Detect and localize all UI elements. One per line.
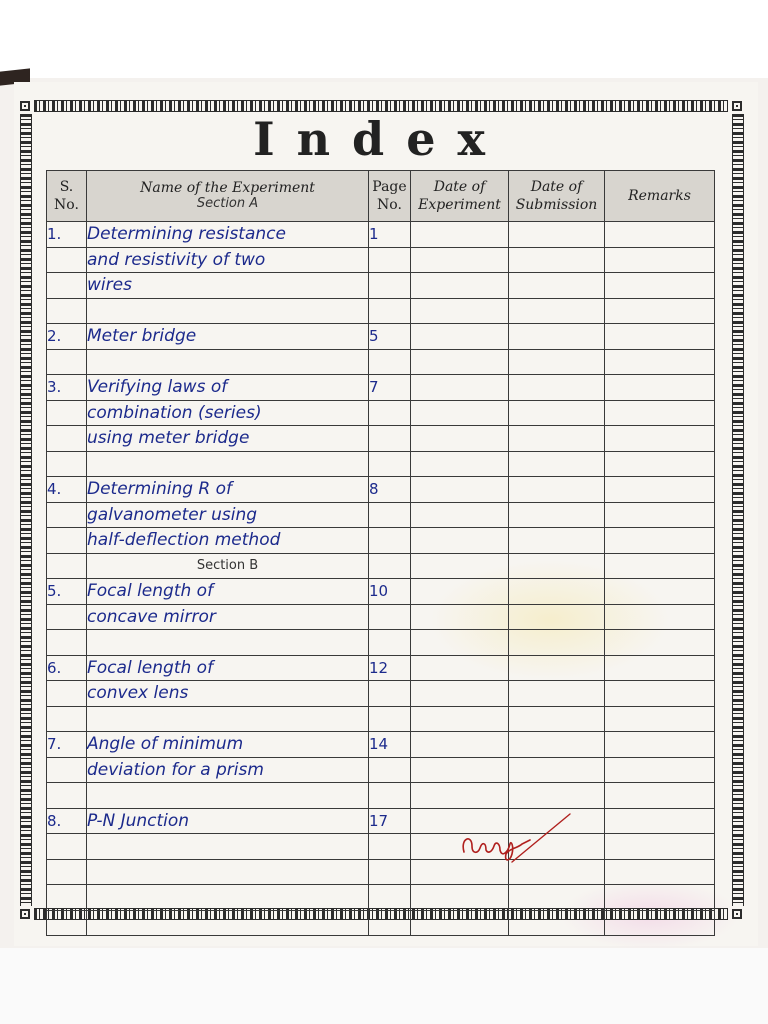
cell-remarks [605,426,715,452]
cell-date-submission [509,247,605,273]
border-right [732,114,744,906]
cell-sno [47,910,87,936]
cell-date-submission [509,324,605,350]
entry-number: 2. [47,327,62,346]
cell-experiment-name [87,528,369,554]
cell-page [369,273,411,299]
cell-sno [47,375,87,401]
table-row [47,910,715,936]
cell-date-submission [509,528,605,554]
cell-sno [47,885,87,911]
cell-remarks [605,834,715,860]
table-row [47,553,715,579]
cell-remarks [605,783,715,809]
entry-number: 8. [47,811,62,830]
cell-remarks [605,706,715,732]
cell-experiment-name [87,655,369,681]
cell-date-experiment [411,400,509,426]
cell-remarks [605,757,715,783]
cell-date-submission [509,502,605,528]
cell-remarks [605,732,715,758]
cell-experiment-name [87,349,369,375]
cell-sno [47,502,87,528]
cell-date-experiment [411,451,509,477]
entry-line: half-deflection method [87,530,281,551]
table-row [47,859,715,885]
table-row [47,885,715,911]
cell-date-experiment [411,222,509,248]
photo-background-bottom [0,948,768,1024]
cell-sno [47,451,87,477]
cell-date-submission [509,783,605,809]
cell-sno [47,732,87,758]
entry-page: 14 [369,735,389,754]
entry-line: Angle of minimum [87,734,244,755]
entry-line: combination (series) [87,402,262,423]
table-header-row [47,171,715,222]
signature [458,808,578,868]
cell-experiment-name [87,426,369,452]
cell-remarks [605,298,715,324]
cell-remarks [605,910,715,936]
border-left [20,114,32,906]
entry-line: using meter bridge [87,428,250,449]
cell-date-submission [509,273,605,299]
cell-sno [47,630,87,656]
cell-remarks [605,349,715,375]
cell-page [369,757,411,783]
cell-date-submission [509,375,605,401]
cell-date-submission [509,451,605,477]
cell-experiment-name [87,783,369,809]
header-date-experiment: Date of Experiment [411,171,509,222]
table-row [47,324,715,350]
table-row [47,400,715,426]
cell-date-submission [509,910,605,936]
cell-date-experiment [411,528,509,554]
table-row [47,528,715,554]
cell-date-submission [509,681,605,707]
table-row [47,579,715,605]
cell-experiment-name [87,579,369,605]
cell-date-submission [509,553,605,579]
cell-experiment-name [87,502,369,528]
cell-page [369,808,411,834]
cell-remarks [605,222,715,248]
cell-experiment-name [87,681,369,707]
cell-date-experiment [411,349,509,375]
cell-date-experiment [411,732,509,758]
cell-date-experiment [411,630,509,656]
table-row [47,681,715,707]
table-row [47,757,715,783]
cell-date-experiment [411,783,509,809]
cell-experiment-name [87,757,369,783]
section-b-label: Section B [196,558,259,574]
entry-page: 1 [369,225,379,244]
cell-sno [47,247,87,273]
cell-date-submission [509,655,605,681]
entry-line: Determining R of [87,479,233,500]
cell-page [369,655,411,681]
cell-remarks [605,579,715,605]
cell-sno [47,859,87,885]
cell-remarks [605,247,715,273]
cell-date-submission [509,630,605,656]
table-row [47,604,715,630]
cell-experiment-name [87,630,369,656]
cell-experiment-name [87,834,369,860]
entry-line: Determining resistance [87,224,286,245]
entry-number: 6. [47,658,62,677]
cell-date-experiment [411,604,509,630]
cell-remarks [605,630,715,656]
cell-experiment-name [87,859,369,885]
table-row [47,732,715,758]
cell-date-submission [509,757,605,783]
entry-line: wires [87,275,132,296]
entry-number: 1. [47,225,62,244]
cell-date-experiment [411,579,509,605]
cell-page [369,732,411,758]
border-corner-tl [20,101,30,111]
cell-page [369,834,411,860]
cell-sno [47,222,87,248]
cell-sno [47,757,87,783]
table-row [47,502,715,528]
section-a-label: Section A [196,196,259,211]
cell-experiment-name [87,222,369,248]
table-row [47,349,715,375]
cell-date-experiment [411,681,509,707]
cell-date-submission [509,477,605,503]
entry-page: 7 [369,378,379,397]
page-title: Index [253,112,507,166]
cell-remarks [605,528,715,554]
cell-date-submission [509,400,605,426]
cell-remarks [605,400,715,426]
cell-sno [47,808,87,834]
cell-experiment-name [87,298,369,324]
cell-experiment-name [87,706,369,732]
header-name [87,171,369,222]
cell-remarks [605,502,715,528]
cell-date-experiment [411,298,509,324]
cell-sno [47,273,87,299]
cell-date-submission [509,579,605,605]
entry-line: galvanometer using [87,504,258,525]
cell-experiment-name [87,324,369,350]
table-row [47,808,715,834]
cell-sno [47,477,87,503]
cell-date-submission [509,885,605,911]
cell-sno [47,681,87,707]
cell-sno [47,298,87,324]
entry-number: 5. [47,582,62,601]
cell-page [369,706,411,732]
cell-experiment-name [87,247,369,273]
cell-page [369,222,411,248]
cell-remarks [605,808,715,834]
header-name-label: Name of the Experiment [140,180,315,196]
cell-sno [47,324,87,350]
index-table [46,170,715,936]
cell-page [369,324,411,350]
border-corner-br [732,909,742,919]
cell-date-experiment [411,757,509,783]
table-row [47,222,715,248]
table-row [47,298,715,324]
cell-sno [47,655,87,681]
cell-date-experiment [411,553,509,579]
cell-date-experiment [411,375,509,401]
cell-remarks [605,859,715,885]
cell-sno [47,604,87,630]
cell-date-experiment [411,706,509,732]
cell-sno [47,579,87,605]
entry-number: 3. [47,378,62,397]
table-row [47,426,715,452]
header-page: Page No. [369,171,411,222]
cell-page [369,630,411,656]
cell-page [369,604,411,630]
cell-experiment-name [87,400,369,426]
entry-line: P-N Junction [87,810,190,831]
entry-line: Verifying laws of [87,377,228,398]
cell-date-experiment [411,502,509,528]
cell-date-submission [509,298,605,324]
cell-page [369,426,411,452]
cell-remarks [605,655,715,681]
cell-remarks [605,375,715,401]
cell-remarks [605,604,715,630]
table-row [47,783,715,809]
header-remarks: Remarks [605,171,715,222]
entry-line: Focal length of [87,581,214,602]
table-row [47,706,715,732]
cell-date-experiment [411,426,509,452]
cell-date-submission [509,732,605,758]
entry-line: concave mirror [87,606,216,627]
cell-page [369,375,411,401]
cell-date-experiment [411,247,509,273]
table-row [47,273,715,299]
entry-number: 7. [47,735,62,754]
cell-page [369,783,411,809]
cell-date-submission [509,706,605,732]
table-row [47,834,715,860]
cell-page [369,247,411,273]
cell-date-submission [509,349,605,375]
cell-date-experiment [411,910,509,936]
cell-sno [47,706,87,732]
cell-remarks [605,885,715,911]
entry-line: Meter bridge [87,326,197,347]
cell-remarks [605,681,715,707]
cell-sno [47,553,87,579]
cell-page [369,553,411,579]
cell-experiment-name [87,553,369,579]
cell-sno [47,528,87,554]
entry-line: Focal length of [87,657,214,678]
cell-page [369,451,411,477]
cell-experiment-name [87,808,369,834]
table-row [47,630,715,656]
entry-page: 8 [369,480,379,499]
cell-page [369,349,411,375]
cell-experiment-name [87,451,369,477]
cell-experiment-name [87,885,369,911]
cell-page [369,477,411,503]
cell-sno [47,834,87,860]
table-row [47,247,715,273]
cell-page [369,502,411,528]
border-top [34,100,728,112]
cell-page [369,298,411,324]
cell-experiment-name [87,910,369,936]
cell-date-submission [509,426,605,452]
cell-experiment-name [87,732,369,758]
header-date-submission: Date of Submission [509,171,605,222]
entry-page: 12 [369,658,389,677]
cell-date-experiment [411,655,509,681]
cell-remarks [605,553,715,579]
entry-number: 4. [47,480,62,499]
table-row [47,451,715,477]
cell-date-submission [509,222,605,248]
cell-date-experiment [411,885,509,911]
entry-page: 5 [369,327,379,346]
border-corner-tr [732,101,742,111]
cell-sno [47,349,87,375]
entry-line: convex lens [87,683,189,704]
cell-date-submission [509,604,605,630]
cell-page [369,859,411,885]
cell-date-experiment [411,273,509,299]
cell-remarks [605,324,715,350]
cell-date-experiment [411,477,509,503]
cell-remarks [605,477,715,503]
cell-page [369,400,411,426]
cell-experiment-name [87,273,369,299]
entry-line: and resistivity of two [87,249,266,270]
cell-page [369,681,411,707]
entry-page: 10 [369,582,389,601]
cell-date-experiment [411,324,509,350]
cell-experiment-name [87,375,369,401]
table-row [47,375,715,401]
table-body [47,222,715,936]
cell-experiment-name [87,477,369,503]
cell-page [369,885,411,911]
photo-background-top [0,0,768,78]
table-row [47,655,715,681]
cell-page [369,579,411,605]
cell-sno [47,783,87,809]
border-corner-bl [20,909,30,919]
cell-sno [47,426,87,452]
cell-page [369,528,411,554]
cell-page [369,910,411,936]
table-row [47,477,715,503]
header-sno: S. No. [47,171,87,222]
cell-sno [47,400,87,426]
cell-remarks [605,273,715,299]
cell-remarks [605,451,715,477]
entry-page: 17 [369,811,389,830]
entry-line: deviation for a prism [87,759,264,780]
cell-experiment-name [87,604,369,630]
